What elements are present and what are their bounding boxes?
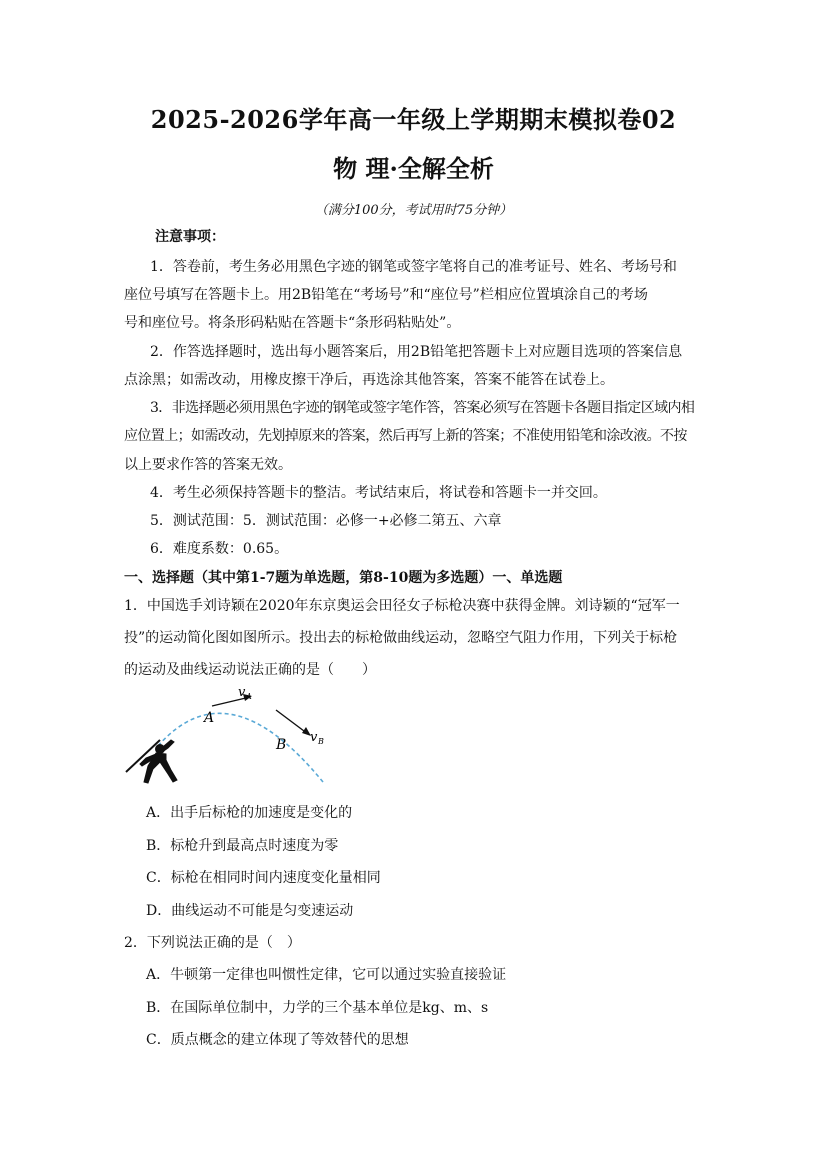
vel-b-label: v [310, 730, 318, 745]
vel-b-sub: B [318, 737, 324, 746]
q1-stem-line: 1．中国选手刘诗颖在2020年东京奥运会田径女子标枪决赛中获得金牌。刘诗颖的“冠军一 [124, 598, 680, 614]
notice-line: 5．测试范围：5．测试范围：必修一+必修二第五、六章 [150, 513, 502, 529]
q2-stem: 2．下列说法正确的是（ ） [124, 935, 301, 951]
q1-option: D．曲线运动不可能是匀变速运动 [146, 903, 354, 919]
notice-line: 座位号填写在答题卡上。用2B铅笔在“考场号”和“座位号”栏相应位置填涂自己的考场 [124, 287, 648, 303]
javelin-figure [118, 676, 358, 792]
notice-line: 号和座位号。将条形码粘贴在答题卡“条形码粘贴处”。 [124, 315, 461, 331]
q2-option: C．质点概念的建立体现了等效替代的思想 [146, 1032, 409, 1048]
score-note: （满分100分，考试用时75分钟） [314, 203, 513, 218]
q1-option: B．标枪升到最高点时速度为零 [146, 838, 339, 854]
q2-option: B．在国际单位制中，力学的三个基本单位是kg、m、s [146, 1000, 489, 1016]
q1-option: A．出手后标枪的加速度是变化的 [146, 805, 353, 821]
q1-stem-line: 投”的运动简化图如图所示。投出去的标枪做曲线运动，忽略空气阻力作用，下列关于标枪 [124, 630, 678, 646]
point-a-label: A [204, 710, 215, 726]
notice-line: 点涂黑；如需改动，用橡皮擦干净后，再选涂其他答案，答案不能答在试卷上。 [124, 372, 614, 388]
page-subtitle: 物 理·全解全析 [333, 154, 494, 183]
velocity-b-arrow [276, 710, 308, 734]
vel-a-sub: A [246, 692, 252, 701]
page-title: 2025-2026学年高一年级上学期期末模拟卷02 [150, 105, 677, 134]
section-heading: 一、选择题（其中第1-7题为单选题，第8-10题为多选题）一、单选题 [124, 570, 563, 586]
q2-option: A．牛顿第一定律也叫惯性定律，它可以通过实验直接验证 [146, 967, 507, 983]
notice-heading: 注意事项： [155, 229, 225, 245]
notice-line: 6．难度系数：0.65。 [150, 541, 289, 557]
notice-line: 2．作答选择题时，选出每小题答案后，用2B铅笔把答题卡上对应题目选项的答案信息 [150, 344, 683, 360]
notice-line: 1．答卷前，考生务必用黑色字迹的钢笔或签字笔将自己的准考证号、姓名、考场号和 [150, 259, 677, 275]
q1-option: C．标枪在相同时间内速度变化量相同 [146, 870, 381, 886]
notice-line: 3．非选择题必须用黑色字迹的钢笔或签字笔作答，答案必须写在答题卡各题目指定区域内相 [150, 400, 695, 416]
point-b-label: B [276, 737, 287, 753]
athlete-silhouette [126, 740, 177, 783]
q1-stem-line: 的运动及曲线运动说法正确的是（ ） [124, 662, 376, 678]
notice-line: 4．考生必须保持答题卡的整洁。考试结束后，将试卷和答题卡一并交回。 [150, 485, 607, 501]
trajectory-curve [158, 713, 323, 782]
notice-line: 应位置上；如需改动，先划掉原来的答案，然后再写上新的答案；不准使用铅笔和涂改液。不按 [124, 428, 687, 444]
vel-a-label: v [238, 685, 246, 700]
notice-line: 以上要求作答的答案无效。 [124, 457, 292, 473]
